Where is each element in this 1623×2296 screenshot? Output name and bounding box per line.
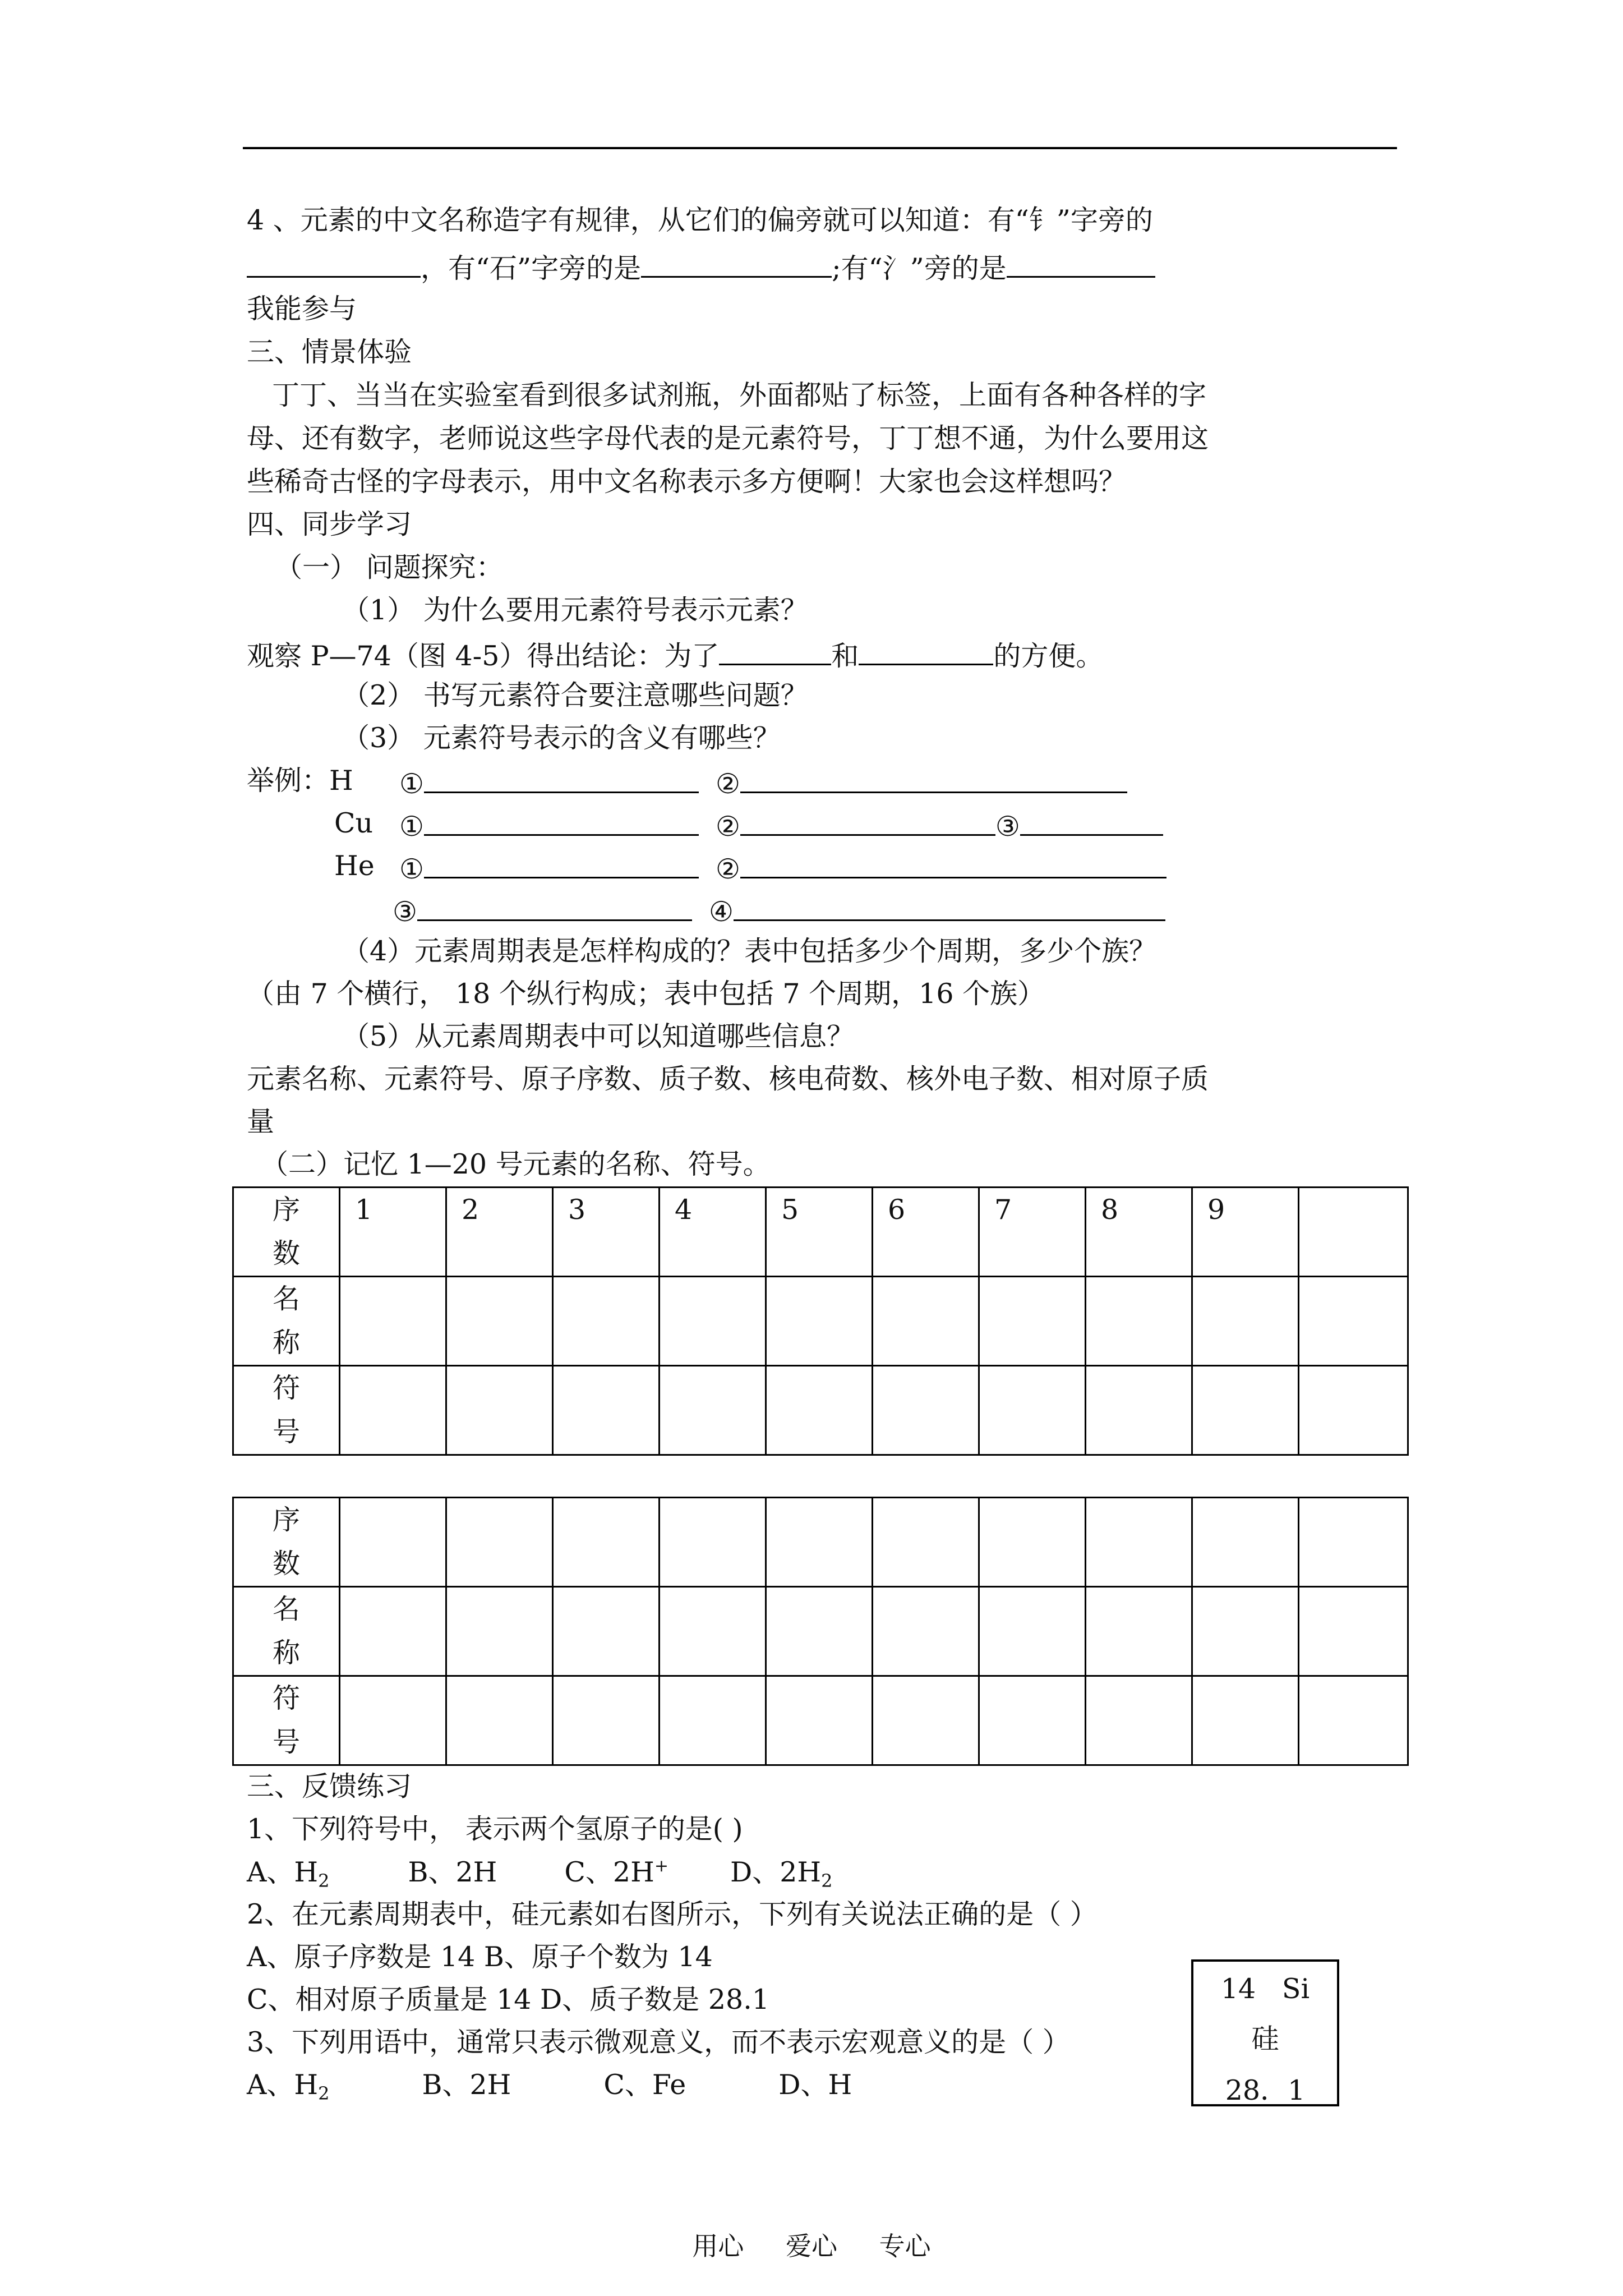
table-row-symbol: [233, 1676, 1408, 1765]
cell-blank: [446, 1366, 553, 1455]
feedback-q2-options-cd: C、相对原子质量是 14 D、质子数是 28.1: [247, 1984, 769, 2016]
feedback-heading: 三、反馈练习: [247, 1770, 412, 1802]
subsection-2: （二）记忆 1—20 号元素的名称、符号。: [261, 1148, 771, 1180]
cell-blank: [446, 1587, 553, 1676]
cell-blank: [340, 1366, 446, 1455]
cell-blank: [660, 1587, 766, 1676]
header-rule: [243, 147, 1397, 149]
row-label-symbol: 符 号: [233, 1676, 340, 1765]
footer-word: 用心: [692, 2231, 744, 2261]
q4-line1: 4 、元素的中文名称造字有规律，从它们的偏旁就可以知道：有“钅”字旁的: [247, 204, 1153, 236]
cell-blank: [1086, 1587, 1192, 1676]
cell-blank: [873, 1366, 979, 1455]
cell-blank: [1086, 1676, 1192, 1765]
cell-blank: [1192, 1676, 1299, 1765]
cell-blank: [660, 1277, 766, 1366]
blank: [424, 767, 699, 793]
blank: [424, 852, 699, 878]
row-label-symbol: 符 号: [233, 1366, 340, 1455]
cell-blank: [553, 1366, 660, 1455]
cell-number: 4: [660, 1188, 766, 1277]
cell-blank: [979, 1498, 1086, 1587]
question-3: （3） 元素符号表示的含义有哪些？: [342, 722, 781, 754]
footer-word: 爱心: [786, 2231, 837, 2261]
cell-number: 2: [446, 1188, 553, 1277]
table-row-number: [233, 1188, 1408, 1277]
cell-blank: [873, 1676, 979, 1765]
cell-blank: [873, 1277, 979, 1366]
question-2: （2） 书写元素符合要注意哪些问题？: [342, 679, 808, 711]
cell-blank: [1086, 1498, 1192, 1587]
cell-blank: [1192, 1587, 1299, 1676]
blank: [1007, 251, 1155, 278]
si-name: 硅: [1251, 2023, 1279, 2055]
cell-blank: [660, 1498, 766, 1587]
example-cu-blanks: ① ② ③: [399, 809, 1163, 840]
cell-number: 8: [1086, 1188, 1192, 1277]
blank: [740, 852, 1166, 878]
cell-blank: [1192, 1366, 1299, 1455]
cell-blank: [873, 1498, 979, 1587]
cell-number: [1299, 1188, 1408, 1277]
blank: [247, 251, 421, 278]
example-he-blanks-2: ③ ④: [393, 895, 1165, 926]
cell-blank: [766, 1587, 873, 1676]
participate-heading: 我能参与: [247, 293, 357, 325]
cell-blank: [553, 1676, 660, 1765]
element-table-2: [232, 1497, 1409, 1766]
row-label-number: 序 数: [233, 1188, 340, 1277]
cell-blank: [1192, 1498, 1299, 1587]
cell-blank: [1086, 1366, 1192, 1455]
story-line-2: 母、还有数字，老师说这些字母代表的是元素符号，丁丁想不通，为什么要用这: [247, 422, 1209, 454]
section-3-heading: 三、情景体验: [247, 336, 412, 368]
example-cu: Cu: [334, 807, 374, 839]
feedback-q2: 2、在元素周期表中，硅元素如右图所示，下列有关说法正确的是（ ）: [247, 1898, 1098, 1930]
cell-blank: [766, 1498, 873, 1587]
row-label-name: 名 称: [233, 1277, 340, 1366]
blank: [641, 251, 832, 278]
silicon-element-box: [1191, 1959, 1339, 2106]
cell-blank: [553, 1277, 660, 1366]
answer-5-line2: 量: [247, 1106, 275, 1138]
cell-number: 9: [1192, 1188, 1299, 1277]
blank: [424, 809, 699, 836]
cell-number: 6: [873, 1188, 979, 1277]
blank: [859, 639, 993, 665]
cell-blank: [446, 1498, 553, 1587]
si-mass: 28．1: [1225, 2074, 1306, 2106]
example-he-blanks-1: ① ②: [399, 852, 1166, 883]
cell-blank: [340, 1277, 446, 1366]
cell-blank: [340, 1676, 446, 1765]
answer-5-line1: 元素名称、元素符号、原子序数、质子数、核电荷数、核外电子数、相对原子质: [247, 1063, 1209, 1095]
observe-line: 观察 P—74（图 4-5）得出结论：为了 和 的方便。: [247, 640, 1104, 672]
cell-blank: [553, 1498, 660, 1587]
cell-blank: [1299, 1366, 1408, 1455]
blank: [719, 639, 831, 665]
cell-blank: [446, 1277, 553, 1366]
answer-4: （由 7 个横行， 18 个纵行构成；表中包括 7 个周期，16 个族）: [247, 978, 1045, 1010]
table-row-name: [233, 1277, 1408, 1366]
cell-blank: [1086, 1277, 1192, 1366]
cell-blank: [979, 1676, 1086, 1765]
feedback-q2-options-ab: A、原子序数是 14 B、原子个数为 14: [247, 1941, 713, 1973]
cell-blank: [1192, 1277, 1299, 1366]
si-symbol: Si: [1281, 1973, 1310, 2005]
cell-number: 7: [979, 1188, 1086, 1277]
blank: [417, 895, 692, 921]
page-footer: [0, 2226, 1623, 2263]
cell-blank: [979, 1277, 1086, 1366]
cell-number: 1: [340, 1188, 446, 1277]
cell-blank: [979, 1587, 1086, 1676]
question-4: （4）元素周期表是怎样构成的？表中包括多少个周期，多少个族？: [342, 935, 1157, 967]
feedback-q1-options: A、$H_2$ B、2H C、2H+ D、$2H_2$: [247, 1856, 833, 1892]
row-label-number: 序 数: [233, 1498, 340, 1587]
example-h-blanks: ① ②: [399, 767, 1127, 798]
si-atomic-number: 14: [1220, 1973, 1256, 2005]
cell-blank: [660, 1366, 766, 1455]
cell-blank: [1299, 1587, 1408, 1676]
cell-number: 3: [553, 1188, 660, 1277]
cell-blank: [1299, 1498, 1408, 1587]
subsection-1: （一） 问题探究：: [275, 551, 504, 583]
feedback-q3: 3、下列用语中，通常只表示微观意义，而不表示宏观意义的是（ ）: [247, 2026, 1070, 2058]
story-line-3: 些稀奇古怪的字母表示，用中文名称表示多方便啊！大家也会这样想吗？: [247, 466, 1127, 498]
feedback-q3-options: A、$H_2$ B、2H C、Fe D、H: [247, 2069, 852, 2104]
blank: [734, 895, 1165, 921]
example-h: 举例：H: [247, 765, 353, 797]
cell-blank: [340, 1498, 446, 1587]
cell-blank: [553, 1587, 660, 1676]
cell-blank: [660, 1676, 766, 1765]
cell-blank: [1299, 1676, 1408, 1765]
table-row-number: [233, 1498, 1408, 1587]
feedback-q1: 1、下列符号中， 表示两个氢原子的是( ): [247, 1813, 743, 1845]
cell-blank: [446, 1676, 553, 1765]
cell-blank: [1299, 1277, 1408, 1366]
section-4-heading: 四、同步学习: [247, 508, 412, 540]
cell-blank: [766, 1366, 873, 1455]
cell-blank: [873, 1587, 979, 1676]
blank: [740, 809, 995, 836]
footer-word: 专心: [879, 2231, 931, 2261]
cell-blank: [766, 1676, 873, 1765]
blank: [1020, 809, 1163, 836]
cell-blank: [340, 1587, 446, 1676]
cell-number: 5: [766, 1188, 873, 1277]
row-label-name: 名 称: [233, 1587, 340, 1676]
table-row-symbol: [233, 1366, 1408, 1455]
story-line-1: 丁丁、当当在实验室看到很多试剂瓶，外面都贴了标签，上面有各种各样的字: [272, 379, 1207, 411]
cell-blank: [766, 1277, 873, 1366]
blank: [740, 767, 1127, 793]
table-row-name: [233, 1587, 1408, 1676]
question-1: （1） 为什么要用元素符号表示元素？: [342, 594, 808, 626]
example-he: He: [334, 850, 375, 882]
cell-blank: [979, 1366, 1086, 1455]
q4-line2: ，有“石”字旁的是 ;有“氵”旁的是: [247, 251, 1155, 282]
question-5: （5）从元素周期表中可以知道哪些信息？: [342, 1020, 855, 1052]
element-table-1: [232, 1186, 1409, 1456]
